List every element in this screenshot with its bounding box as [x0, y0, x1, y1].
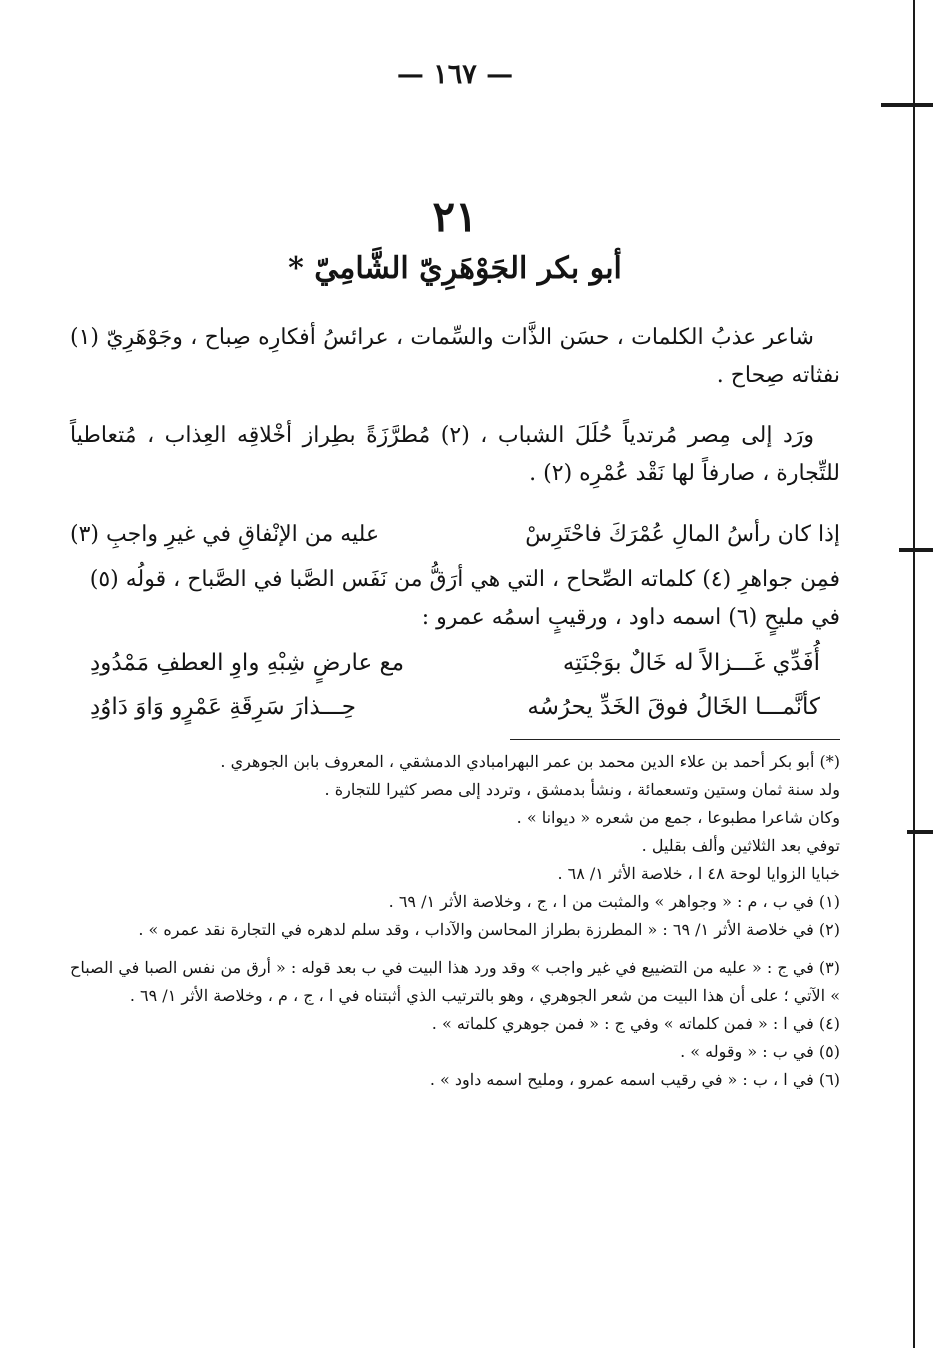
footnote-divider — [510, 739, 840, 740]
footnote-3: (٣) في ج : « عليه من التضييع في غير واجب » وقد ورد هذا البيت في ب بعد قوله : « أرق من نفس الصبا في الصباح » الآتي ؛ على أن هذا البيت من شعر الجوهري ، وهو بالترتيب الذي أثبتناه في ا ، ج ، م ، وخلاصة الأثر ١/ ٦٩ . — [70, 958, 840, 1005]
footnote-bio-line: (*) أبو بكر أحمد بن علاء الدين محمد بن عمر البهرامبادي الدمشقي ، المعروف بابن الجوهري . — [220, 752, 840, 771]
poem-hemistich-right: كأنَّمـــا الخَالُ فوقَ الخَدِّ يحرُسُه — [527, 694, 820, 720]
footnote-1: (١) في ب ، م : « وجواهر » والمثبت من ا ، ج ، وخلاصة الأثر ١/ ٦٩ . — [388, 892, 840, 911]
poem-hemistich-left: مع عارضٍ شِبْهِ واوِ العطفِ مَمْدُودِ — [90, 650, 405, 676]
verse-hemistich-left: عليه من الإنْفاقِ في غيرِ واجبِ (٣) — [70, 522, 380, 547]
footnote-bio-line: ولد سنة ثمان وستين وتسعمائة ، ونشأ بدمشق ، وتردد إلى مصر كثيرا للتجارة . — [324, 780, 840, 799]
entry-title: أبو بكر الجَوْهَرِيّ الشَّامِيّ * — [288, 251, 622, 286]
book-page — [70, 55, 840, 1094]
poem-hemistich-right: أُفَدِّي غَـــزالاً له خَالٌ بوَجْنَتِه — [562, 650, 820, 676]
page-edge-line — [913, 0, 915, 1348]
poem-line — [90, 685, 820, 729]
footnote-bio-line: خبايا الزوايا لوحة ٤٨ ا ، خلاصة الأثر ١/ ٦٨ . — [557, 864, 840, 883]
intro-paragraph-3: فمِن جواهرِ (٤) كلماته الصِّحاح ، التي هي أرَقُّ من نَفَس الصَّبا في الصَّباح ، قولُه (٥) — [89, 567, 840, 592]
footnote-5: (٥) في ب : « وقوله » . — [680, 1042, 840, 1061]
footnote-bio-line: وكان شاعرا مطبوعا ، جمع من شعره « ديوانا » . — [516, 808, 840, 827]
poem-hemistich-left: حِـــذارَ سَرِقَةِ عَمْرٍو وَاوَ دَاوُدِ — [90, 694, 356, 720]
footnote-6: (٦) في ا ، ب : « في رقيب اسمه عمرو ، ومليح اسمه داود » . — [429, 1070, 840, 1089]
page-number: — ١٦٧ — — [396, 59, 514, 90]
poem-line — [90, 641, 820, 685]
verse-hemistich-right: إذا كان رأسُ المالِ عُمْرَكَ فاحْتَرِسْ — [525, 522, 840, 547]
intro-paragraph-1: شاعر عذبُ الكلمات ، حسَن الذَّات والسِّمات ، عرائسُ أفكارِه صِباح ، وجَوْهَرِيّ (١) نفثاته صِحاح . — [70, 325, 840, 388]
edge-mark-top — [881, 103, 933, 107]
poem — [70, 641, 840, 729]
footnote-2: (٢) في خلاصة الأثر ١/ ٦٩ : « المطرزة بطراز المحاسن والآداب ، وقد سلم لدهره في التجارة نقد عمره » . — [138, 920, 840, 939]
footnote-4: (٤) في ا : « فمن كلماته » وفي ج : « فمن جوهري كلماته » . — [431, 1014, 840, 1033]
entry-number: ٢١ — [432, 192, 478, 241]
intro-paragraph-4: في مليحٍ (٦) اسمه داود ، ورقيبٍ اسمُه عمرو : — [421, 605, 840, 630]
edge-mark-bottom — [907, 830, 933, 834]
footnotes — [70, 748, 840, 1094]
edge-mark-middle — [899, 548, 933, 552]
intro-paragraph-2: ورَد إلى مِصر مُرتدياً حُلَلَ الشباب ، (٢) مُطرَّزَةً بطِراز أخْلاقِه العِذاب ، مُتعاطياً للتِّجارة ، صارفاً لها نَقْد عُمْرِه (٢) . — [70, 423, 840, 486]
footnote-bio-line: توفي بعد الثلاثين وألف بقليل . — [641, 836, 840, 855]
verse-line — [70, 515, 840, 555]
